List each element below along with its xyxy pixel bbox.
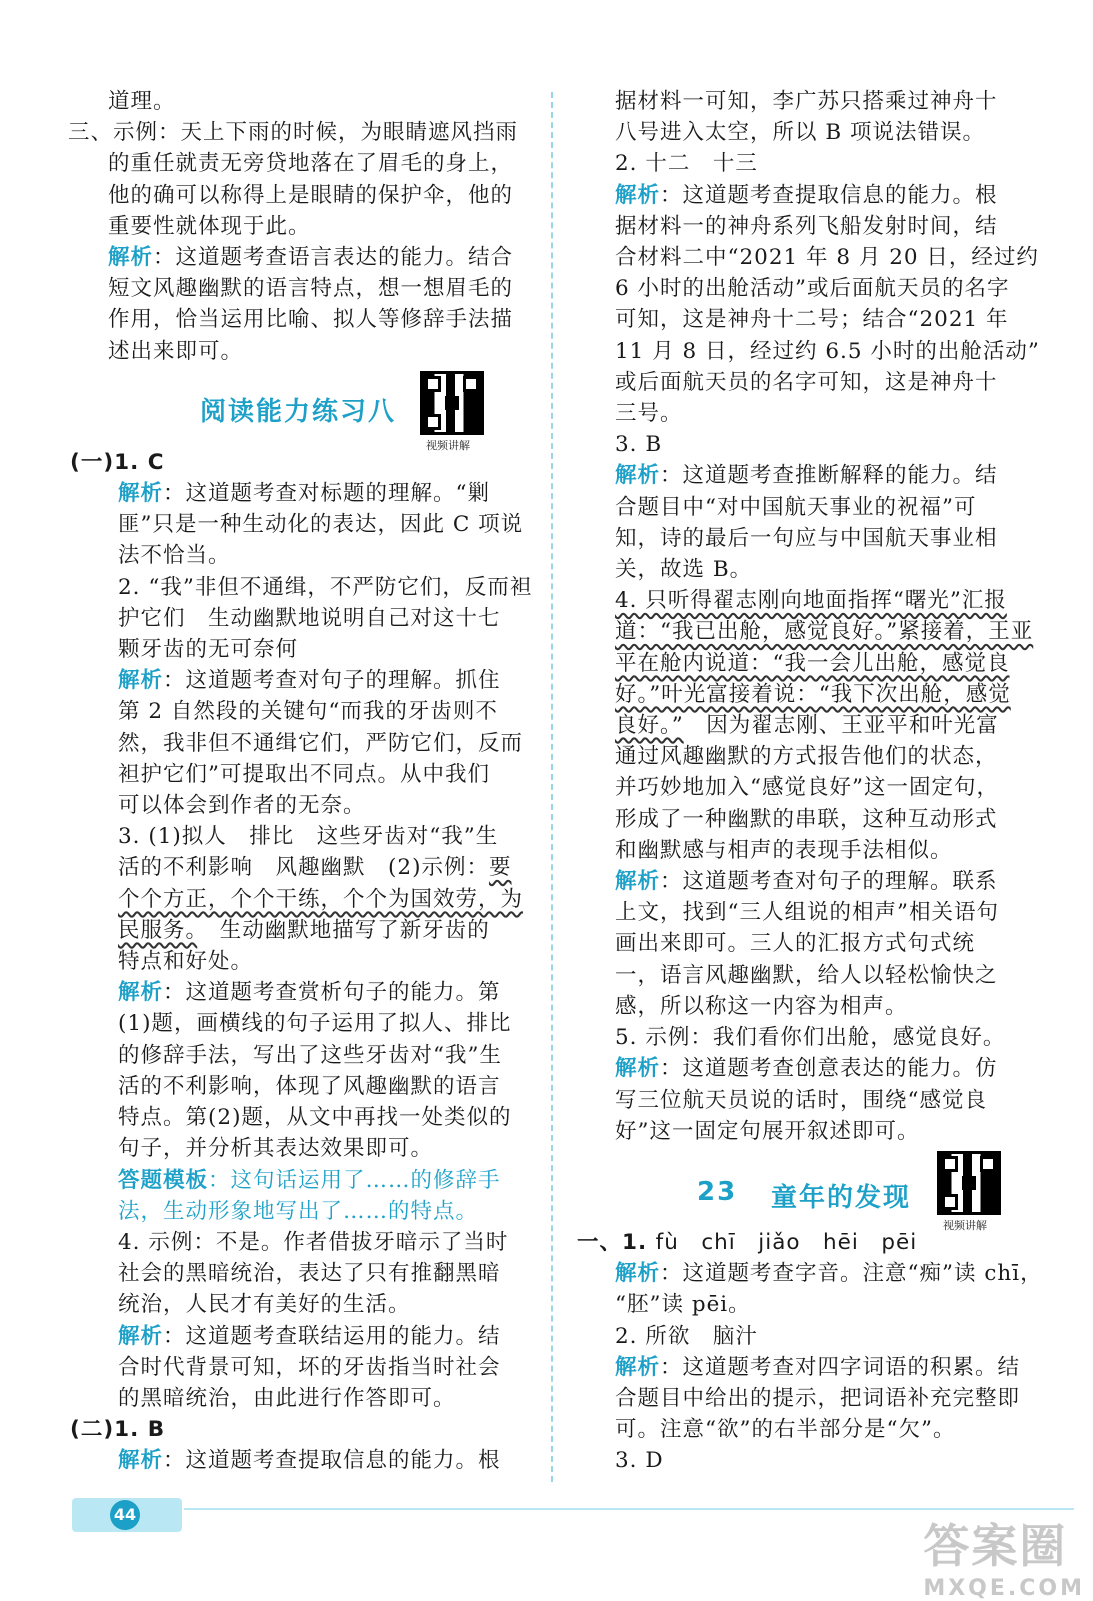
answer-line: 2. 所欲 脑汁 bbox=[615, 1323, 758, 1349]
question-line: (一)1. C bbox=[70, 449, 165, 475]
text-line: 三、示例：天上下雨的时候，为眼睛遮风挡雨 bbox=[68, 120, 519, 146]
tip-line: 法，生动形象地写出了……的特点。 bbox=[118, 1198, 479, 1224]
text-line: (1)题，画横线的句子运用了拟人、排比 bbox=[118, 1011, 512, 1037]
text-line: 然，我非但不通缉它们，严防它们，反而 bbox=[118, 730, 524, 756]
answer-line: 5. 示例：我们看你们出舱，感觉良好。 bbox=[615, 1025, 1006, 1051]
watermark-logo-text: 答案圈 bbox=[923, 1519, 1068, 1573]
answer-line: 3. B bbox=[615, 432, 663, 458]
text-line: 他的确可以称得上是眼睛的保护伞，他的 bbox=[108, 182, 514, 208]
text-line: 短文风趣幽默的语言特点，想一想眉毛的 bbox=[108, 276, 514, 302]
text-line: 特点。第(2)题，从文中再找一处类似的 bbox=[118, 1105, 512, 1131]
analysis-label: 解析 bbox=[615, 182, 661, 208]
text-line: 道理。 bbox=[108, 89, 176, 114]
underlined-answer: 道：“我已出舱，感觉良好。”紧接着，王亚 bbox=[615, 619, 1034, 645]
text-line: 画出来即可。三人的汇报方式句式统 bbox=[615, 931, 976, 957]
text-line: 法不恰当。 bbox=[118, 543, 231, 569]
analysis-label: 解析 bbox=[615, 1354, 661, 1380]
section-title: 阅读能力练习八 bbox=[200, 396, 397, 427]
analysis-label: 解析 bbox=[615, 1056, 661, 1082]
answer-line: 3. D bbox=[615, 1448, 664, 1474]
text-line: 感，所以称这一内容为相声。 bbox=[615, 993, 908, 1019]
text-line: 合时代背景可知，坏的牙齿指当时社会 bbox=[118, 1354, 501, 1380]
page-number: 44 bbox=[110, 1500, 140, 1530]
text-line: 匪”只是一种生动化的表达，因此 C 项说 bbox=[118, 512, 524, 538]
text-line: 第 2 自然段的关键句“而我的牙齿则不 bbox=[118, 699, 498, 725]
answer-line: 形成了一种幽默的串联，这种互动形式 bbox=[615, 806, 998, 832]
text-line: 的黑暗统治，由此进行作答即可。 bbox=[118, 1385, 456, 1411]
text-line: 据材料一的神舟系列飞船发射时间，结 bbox=[615, 213, 998, 239]
qr-caption: 视频讲解 bbox=[943, 1218, 987, 1232]
text-line: 八号进入太空，所以 B 项说法错误。 bbox=[615, 120, 985, 146]
analysis-label: 解析 bbox=[108, 245, 154, 271]
answer-line: 2. “我”非但不通缉，不严防它们，反而袒 bbox=[118, 574, 533, 600]
answer-line: 颗牙齿的无可奈何 bbox=[118, 637, 299, 663]
analysis-label: 解析 bbox=[118, 1323, 164, 1349]
underlined-answer: 平在舱内说道：“我一会儿出舱，感觉良 bbox=[615, 650, 1010, 676]
text-line: 的修辞手法，写出了这些牙齿对“我”生 bbox=[118, 1042, 502, 1068]
text-line: 6 小时的出舱活动”或后面航天员的名字 bbox=[615, 276, 1010, 302]
text-line: 可以体会到作者的无奈。 bbox=[118, 793, 366, 819]
question-line: (二)1. B bbox=[70, 1417, 166, 1443]
answer-line: 统治，人民才有美好的生活。 bbox=[118, 1292, 411, 1318]
analysis-label: 解析 bbox=[615, 1261, 661, 1287]
left-column: 道理。 三、示例：天上下雨的时候，为眼睛遮风挡雨 的重任就责无旁贷地落在了眉毛的身上， 他的确可以称得上是眼睛的保护伞，他的 重要性就体现于此。 解析：这道题考查语言表达的能力。结合 短文风趣幽默的语言特点，想一想眉毛的 作用，恰当运用比喻、拟人等修辞手法描 述出来即可。 阅读能力练习八 视频讲解 (一)1. C 解析：这道题考查对标题的理解。“剿 匪”只是一种生动化的表达，因此 C 项说 法不恰当。 2. “我”非但不通缉，不严防它们，反而袒 护它们 生动幽默地说明自己对这十七 颗牙齿的无可奈何 解析：这道题考查对句子的理解。抓住 第 2 自然段的关键句“而我的牙齿则不 然，我非但不通缉它们，严防它们，反而 袒护它们”可提取出不同点。从中我们 可以体会到作者的无奈。 3. (1)拟人 排比 这些牙齿对“我”生 活的不利影响 风趣幽默 (2)示例：要 个个方正，个个干练，个个为国效劳，为 民服务。 生动幽默地描写了新牙齿的 特点和好处。 解析：这道题考查赏析句子的能力。第 (1)题，画横线的句子运用了拟人、排比 的修辞手法，写出了这些牙齿对“我”生 活的不利影响，体现了风趣幽默的语言 特点。第(2)题，从文中再找一处类似的 句子，并分析其表达效果即可。 答题模板：这句话运用了……的修辞手 法，生动形象地写出了……的特点。 4. 示例：不是。作者借拔牙暗示了当时 社会的黑暗统治，表达了只有推翻黑暗 统治，人民才有美好的生活。 解析：这道题考查联结运用的能力。结 合时代背景可知，坏的牙齿指当时社会 的黑暗统治，由此进行作答即可。 (二)1. B 解析：这道题考查提取信息的能力。根 bbox=[68, 86, 528, 1477]
lesson-title: 童年的发现 bbox=[771, 1182, 912, 1213]
answer-line: 2. 十二 十三 bbox=[615, 151, 758, 177]
answer-line: 3. (1)拟人 排比 这些牙齿对“我”生 bbox=[118, 824, 499, 850]
answer-line: 活的不利影响 风趣幽默 (2)示例：要 bbox=[118, 855, 512, 881]
qr-code-icon[interactable] bbox=[420, 371, 484, 435]
text-line: 合材料二中“2021 年 8 月 20 日，经过约 bbox=[615, 245, 1039, 271]
answer-line: 4. 示例：不是。作者借拔牙暗示了当时 bbox=[118, 1229, 509, 1255]
analysis-label: 解析 bbox=[118, 481, 164, 507]
answer-line: 并巧妙地加入“感觉良好”这一固定句， bbox=[615, 775, 999, 801]
tip-line: 答题模板：这句话运用了……的修辞手 bbox=[118, 1167, 501, 1193]
text-line: 可知，这是神舟十二号；结合“2021 年 bbox=[615, 307, 1009, 333]
analysis-label: 解析 bbox=[118, 1448, 164, 1474]
text-line: 写三位航天员说的话时，围绕“感觉良 bbox=[615, 1087, 987, 1113]
lesson-heading bbox=[615, 1147, 1035, 1232]
underlined-answer: 4. 只听得翟志刚向地面指挥“曙光”汇报 bbox=[615, 588, 1007, 614]
text-line: 知，诗的最后一句应与中国航天事业相 bbox=[615, 525, 998, 551]
text-line: 活的不利影响，体现了风趣幽默的语言 bbox=[118, 1073, 501, 1099]
text-line: 好”这一固定句展开叙述即可。 bbox=[615, 1118, 920, 1144]
answer-line: 通过风趣幽默的方式报告他们的状态， bbox=[615, 744, 998, 770]
underlined-answer: 好。”叶光富接着说：“我下次出舱，感觉 bbox=[615, 681, 1011, 707]
analysis-label: 解析 bbox=[615, 869, 661, 895]
text-line: 三号。 bbox=[615, 401, 683, 427]
analysis-line: 解析：这道题考查语言表达的能力。结合 bbox=[108, 245, 514, 271]
answer-line: 社会的黑暗统治，表达了只有推翻黑暗 bbox=[118, 1261, 501, 1287]
analysis-label: 解析 bbox=[615, 463, 661, 489]
text-line: 合题目中“对中国航天事业的祝福”可 bbox=[615, 494, 977, 520]
text-line: 重要性就体现于此。 bbox=[108, 213, 311, 239]
answer-line: 特点和好处。 bbox=[118, 949, 254, 975]
answer-line: 和幽默感与相声的表现手法相似。 bbox=[615, 837, 953, 863]
pinyin-answer: fù chī jiǎo hēi pēi bbox=[655, 1229, 918, 1255]
lesson-number: 23 bbox=[697, 1176, 738, 1207]
text-line: 11 月 8 日，经过约 6.5 小时的出舱活动” bbox=[615, 338, 1040, 364]
watermark-url: MXQE.COM bbox=[923, 1576, 1085, 1601]
qr-code-icon[interactable] bbox=[937, 1151, 1001, 1215]
tip-label: 答题模板 bbox=[118, 1167, 209, 1193]
underlined-answer: 个个方正，个个干练，个个为国效劳，为 bbox=[118, 886, 524, 912]
section-heading bbox=[68, 367, 528, 452]
underlined-answer: 良好。” bbox=[615, 713, 684, 739]
text-line: 关，故选 B。 bbox=[615, 557, 753, 583]
column-divider bbox=[551, 92, 553, 1482]
text-line: 或后面航天员的名字可知，这是神舟十 bbox=[615, 369, 998, 395]
right-column: 据材料一可知，李广苏只搭乘过神舟十 八号进入太空，所以 B 项说法错误。 2. 十二 十三 解析：这道题考查提取信息的能力。根 据材料一的神舟系列飞船发射时间，结 合材料二中“2021 年 8 月 20 日，经过约 6 小时的出舱活动”或后面航天员的名字 可知，这是神舟十二号；结合“2021 年 11 月 8 日，经过约 6.5 小时的出舱活动” 或后面航天员的名字可知，这是神舟十 三号。 3. B 解析：这道题考查推断解释的能力。结 合题目中“对中国航天事业的祝福”可 知，诗的最后一句应与中国航天事业相 关，故选 B。 4. 只听得翟志刚向地面指挥“曙光”汇报 道：“我已出舱，感觉良好。”紧接着，王亚 平在舱内说道：“我一会儿出舱，感觉良 好。”叶光富接着说：“我下次出舱，感觉 良好。” 因为翟志刚、王亚平和叶光富 通过风趣幽默的方式报告他们的状态， 并巧妙地加入“感觉良好”这一固定句， 形成了一种幽默的串联，这种互动形式 和幽默感与相声的表现手法相似。 解析：这道题考查对句子的理解。联系 上文，找到“三人组说的相声”相关语句 画出来即可。三人的汇报方式句式统 一，语言风趣幽默，给人以轻松愉快之 感，所以称这一内容为相声。 5. 示例：我们看你们出舱，感觉良好。 解析：这道题考查创意表达的能力。仿 写三位航天员说的话时，围绕“感觉良 好”这一固定句展开叙述即可。 23 童年的发现 视频讲解 一、1. fù chī jiǎo hēi pēi 解析：这道题考查字音。注意“痴”读 chī， “胚”读 pēi。 2. 所欲 脑汁 解析：这道题考查对四字词语的积累。结 合题目中给出的提示，把词语补充完整即 可。注意“欲”的右半部分是“欠”。 3. D bbox=[615, 86, 1035, 1477]
underlined-answer: 要 bbox=[488, 855, 512, 881]
answer-line: 一、1. fù chī jiǎo hēi pēi bbox=[577, 1229, 918, 1255]
analysis-label: 解析 bbox=[118, 668, 164, 694]
text-line: 可。注意“欲”的右半部分是“欠”。 bbox=[615, 1417, 956, 1443]
text-line: 据材料一可知，李广苏只搭乘过神舟十 bbox=[615, 89, 998, 114]
text-line: 的重任就责无旁贷地落在了眉毛的身上， bbox=[108, 151, 514, 177]
text-line: 合题目中给出的提示，把词语补充完整即 bbox=[615, 1385, 1021, 1411]
text-line: 上文，找到“三人组说的相声”相关语句 bbox=[615, 900, 999, 926]
analysis-label: 解析 bbox=[118, 980, 164, 1006]
underlined-answer: 民服务。 bbox=[118, 917, 198, 943]
watermark bbox=[923, 1510, 1085, 1601]
text-line: 作用，恰当运用比喻、拟人等修辞手法描 bbox=[108, 307, 514, 333]
text-line: 句子，并分析其表达效果即可。 bbox=[118, 1136, 434, 1162]
text-line: 一，语言风趣幽默，给人以轻松愉快之 bbox=[615, 962, 998, 988]
text-line: 袒护它们”可提取出不同点。从中我们 bbox=[118, 761, 490, 787]
answer-line: 护它们 生动幽默地说明自己对这十七 bbox=[118, 605, 501, 631]
qr-caption: 视频讲解 bbox=[426, 438, 470, 452]
text-line: 述出来即可。 bbox=[108, 338, 244, 364]
text-line: “胚”读 pēi。 bbox=[615, 1292, 751, 1318]
